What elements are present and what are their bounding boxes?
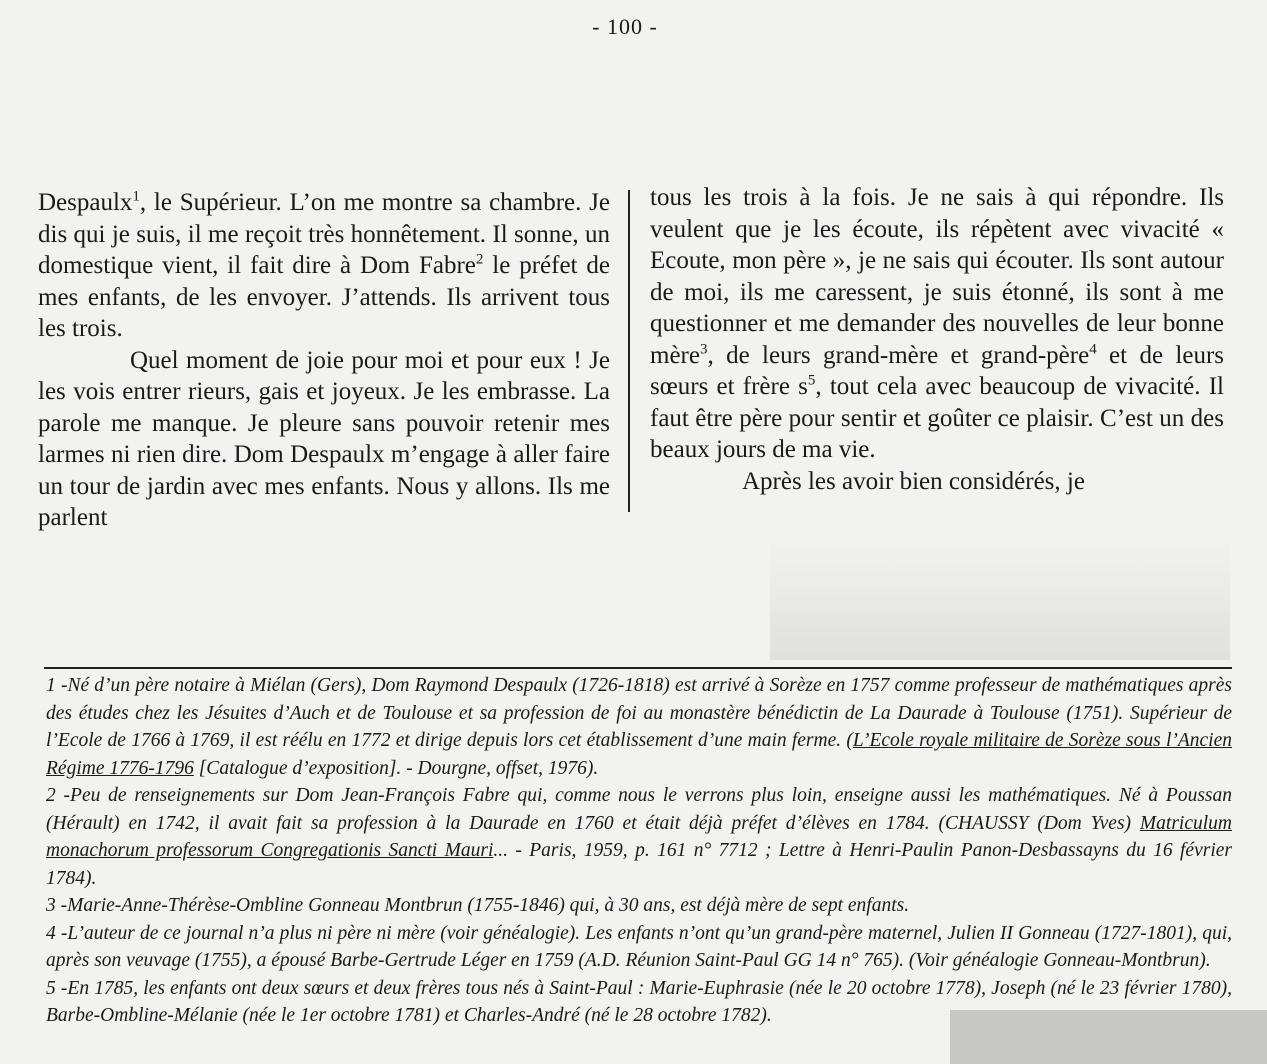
footnote-1: 1 -Né d’un père notaire à Miélan (Gers), Dom Raymond Despaulx (1726-1818) est arrivé à Sorèze en 1757 comme professeur de mathématiques après des études chez les Jésuites d’Auch et de Toulouse et sa profession de foi au monastère bénédictin de La Daurade à Toulouse (1751). Supérieur de l’Ecole de 1766 à 1769, il est réélu en 1772 et dirige depuis lors cet établissement d’une main ferme. (L’Ecole royale militaire de Sorèze sous l’Ancien Régime 1776-1796 [Catalogue d’exposition]. - Dourgne, offset, 1976). — [46, 675, 1232, 779]
footnotes — [46, 672, 1232, 1030]
right-column — [650, 182, 1224, 497]
footnote-separator — [44, 667, 1232, 669]
footnote-4: 4 -L’auteur de ce journal n’a plus ni père ni mère (voir généalogie). Les enfants n’ont qu’un grand-père maternel, Julien II Gonneau (1727-1801), qui, après son veuvage (1755), a épousé Barbe-Gertrude Léger en 1759 (A.D. Réunion Saint-Paul GG 14 n° 765). (Voir généalogie Gonneau-Montbrun). — [46, 922, 1232, 971]
footnote-ref-5: 5 — [807, 372, 816, 389]
footnote-ref-2: 2 — [475, 251, 484, 268]
background-engraving-shadow — [770, 540, 1230, 660]
footnote-5: 5 -En 1785, les enfants ont deux sœurs et deux frères tous nés à Saint-Paul : Marie-Euphrasie (née le 20 octobre 1778), Joseph (né le 23 février 1780), Barbe-Ombline-Mélanie (née le 1er octobre 1781) et Charles-André (né le 28 octobre 1782). — [46, 977, 1232, 1026]
footnote-ref-3: 3 — [699, 341, 708, 358]
left-paragraph-2: Quel moment de joie pour moi et pour eux ! Je les vois entrer rieurs, gais et joyeux. Je les embrasse. La parole me manque. Je pleure sans pouvoir retenir mes larmes ni rien dire. Dom Despaulx m’engage à aller faire un tour de jardin avec mes enfants. Nous y allons. Ils me parlent — [38, 346, 610, 531]
page-number: - 100 - — [592, 14, 658, 39]
footnote-3: 3 -Marie-Anne-Thérèse-Ombline Gonneau Montbrun (1755-1846) qui, à 30 ans, est déjà mère de sept enfants. — [46, 895, 910, 916]
column-divider — [628, 190, 630, 512]
footnote-ref-1: 1 — [132, 188, 140, 205]
right-paragraph-1: tous les trois à la fois. Je ne sais à qui répondre. Ils veulent que je les écoute, ils répètent avec vivacité « Ecoute, mon père », je ne sais qui écouter. Ils sont autour de moi, ils me caressent, je suis étonné, ils sont à me questionner et me demander des nouvelles de leur bonne mère$^3$, de leurs grand-mère et grand-père$^4$ et de leurs sœurs et frère $s^5$, tout cela avec beaucoup de vivacité. Il faut être père pour sentir et goûter ce plaisir. C’est un des beaux jours de ma vie. — [650, 184, 1224, 463]
left-column — [38, 187, 610, 534]
right-paragraph-2: Après les avoir bien considérés, je — [742, 467, 1085, 495]
left-paragraph-1: Despaulx$^1$, le Supérieur. L’on me montre sa chambre. Je dis qui je suis, il me reçoit très honnêtement. Il sonne, un domestique vient, il fait dire à Dom Fabre$^2$ le préfet de mes enfants, de les envoyer. J’attends. Ils arrivent tous les trois. — [38, 188, 610, 342]
footnote-ref-4: 4 — [1089, 341, 1097, 358]
footnote-2: 2 -Peu de renseignements sur Dom Jean-François Fabre qui, comme nous le verrons plus loin, enseigne aussi les mathématiques. Né à Poussan (Hérault) en 1742, il avait fait sa profession à la Daurade en 1760 et était déjà préfet d’élèves en 1784. (CHAUSSY (Dom Yves) Matriculum monachorum professorum Congregationis Sancti Mauri... - Paris, 1959, p. 161 n° 7712 ; Lettre à Henri-Paulin Panon-Desbassayns du 16 février 1784). — [46, 785, 1232, 889]
